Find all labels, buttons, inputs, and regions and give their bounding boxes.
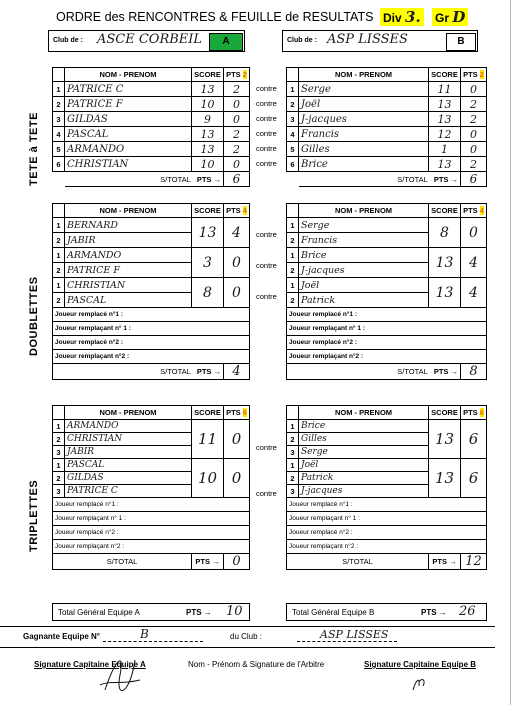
div-label: Div	[383, 11, 402, 25]
page-edge	[510, 0, 511, 705]
pts-value: 4	[224, 218, 250, 248]
row-number: 1	[53, 248, 65, 263]
row-number: 1	[287, 459, 299, 472]
score-value: 13	[429, 97, 461, 112]
player-name: Joël	[299, 97, 429, 112]
table-row	[53, 248, 250, 263]
contre-label: contre	[256, 230, 277, 239]
pts-arrow: PTS →	[196, 367, 221, 376]
contre-label: contre	[256, 84, 277, 93]
col-score: SCORE	[192, 204, 224, 218]
pts-value: 4	[461, 248, 487, 278]
replacement-label: Joueur remplaçant n° 1 :	[53, 322, 250, 336]
row-number: 1	[287, 248, 299, 263]
score-value: 13	[429, 112, 461, 127]
replacement-row	[53, 498, 250, 512]
subtotal-label: S/TOTAL	[287, 554, 429, 570]
club-b-label: Club de :	[287, 37, 317, 44]
subtotal-label: S/TOTAL	[397, 174, 428, 184]
player-name: PATRICE C	[65, 82, 192, 97]
subtotal-cell	[287, 364, 461, 380]
club-a-box	[48, 30, 245, 52]
tat-table-a	[52, 67, 250, 187]
player-name: CHRISTIAN	[65, 278, 192, 293]
row-number: 2	[53, 293, 65, 308]
player-name: J-jacques	[299, 485, 429, 498]
replacement-row	[287, 526, 487, 540]
score-value: 13	[429, 278, 461, 308]
row-number: 3	[287, 112, 299, 127]
contre-label: contre	[256, 443, 277, 452]
replacement-label: Joueur remplaçant n° 1 :	[53, 512, 250, 526]
team-b-badge: B	[446, 33, 476, 51]
row-number: 2	[287, 293, 299, 308]
score-value: 8	[429, 218, 461, 248]
replacement-label: Joueur remplaçant n°2 :	[287, 350, 487, 364]
player-name: GILDAS	[65, 112, 192, 127]
pts-value: 6	[461, 420, 487, 459]
player-name: PATRICE F	[65, 263, 192, 278]
subtotal-cell	[65, 172, 224, 187]
club-b-box	[282, 30, 478, 52]
subtotal-row	[287, 364, 487, 380]
table-row	[287, 459, 487, 472]
subtotal-row	[53, 364, 250, 380]
pts-value: 0	[224, 459, 250, 498]
player-name: CHRISTIAN	[65, 433, 192, 446]
total-b-box	[286, 603, 487, 621]
total-a-box	[52, 603, 250, 621]
subtotal-label: S/TOTAL	[53, 554, 192, 570]
row-number: 5	[53, 142, 65, 157]
handwritten-signature-b	[410, 672, 430, 694]
subtotal-value: 6	[461, 172, 487, 187]
page-title: ORDRE des RENCONTRES & FEUILLE de RESULTATS	[56, 10, 374, 24]
row-number: 3	[287, 485, 299, 498]
player-name: PASCAL	[65, 127, 192, 142]
row-number: 2	[287, 433, 299, 446]
club-a-name: ASCE CORBEIL	[97, 32, 203, 47]
replacement-label: Joueur remplaçant n°2 :	[53, 350, 250, 364]
col-score: SCORE	[429, 68, 461, 82]
player-name: Gilles	[299, 142, 429, 157]
score-value: 8	[192, 278, 224, 308]
player-name: ARMANDO	[65, 142, 192, 157]
subtotal-label: S/TOTAL	[397, 367, 428, 376]
subtotal-row	[287, 554, 487, 570]
row-number: 2	[53, 263, 65, 278]
pts-value: 0	[224, 278, 250, 308]
pts-value: 0	[224, 248, 250, 278]
score-value: 10	[192, 157, 224, 172]
player-name: Serge	[299, 446, 429, 459]
player-name: ARMANDO	[65, 248, 192, 263]
table-row	[287, 157, 487, 172]
replacement-label: Joueur remplacé n°1 :	[53, 308, 250, 322]
tat-table-b	[286, 67, 487, 187]
winner-club-value: ASP LISSES	[320, 628, 389, 641]
replacement-row	[53, 540, 250, 554]
subtotal-cell	[299, 172, 461, 187]
row-number: 6	[287, 157, 299, 172]
replacement-row	[53, 512, 250, 526]
replacement-row	[287, 498, 487, 512]
replacement-label: Joueur remplaçant n° 1 :	[287, 512, 487, 526]
total-b-pts-label: PTS →	[421, 608, 447, 617]
player-name: Gilles	[299, 433, 429, 446]
row-number: 2	[287, 263, 299, 278]
subtotal-value: 12	[461, 554, 487, 570]
subtotal-label: S/TOTAL	[160, 174, 191, 184]
row-number: 6	[53, 157, 65, 172]
table-row	[287, 218, 487, 233]
replacement-row	[287, 308, 487, 322]
row-number: 2	[53, 97, 65, 112]
player-name: Joël	[299, 278, 429, 293]
player-name: PATRICE C	[65, 485, 192, 498]
row-number: 4	[287, 127, 299, 142]
club-b-name: ASP LISSES	[327, 32, 408, 47]
table-row	[53, 97, 250, 112]
table-row	[287, 248, 487, 263]
score-value: 13	[429, 248, 461, 278]
player-name: Serge	[299, 82, 429, 97]
col-name: NOM - PRENOM	[299, 406, 429, 420]
pts-arrow: PTS →	[192, 554, 224, 570]
col-name: NOM - PRENOM	[65, 68, 192, 82]
row-number: 4	[53, 127, 65, 142]
player-name: JABIR	[65, 446, 192, 459]
player-name: PATRICE F	[65, 97, 192, 112]
row-number: 2	[53, 233, 65, 248]
subtotal-spacer	[53, 172, 65, 187]
score-value: 10	[192, 459, 224, 498]
tri-table-b	[286, 405, 487, 570]
pts-value: 0	[224, 97, 250, 112]
row-number: 1	[287, 218, 299, 233]
contre-label: contre	[256, 261, 277, 270]
pts-arrow: PTS →	[433, 174, 458, 184]
table-row	[53, 157, 250, 172]
table-row	[287, 82, 487, 97]
div-value: 3.	[405, 8, 421, 26]
row-number: 1	[53, 459, 65, 472]
col-pts: PTS 2	[224, 68, 250, 82]
total-b-label: Total Général Equipe B	[292, 608, 375, 617]
dbl-table-a	[52, 203, 250, 380]
replacement-label: Joueur remplacé n°2 :	[287, 526, 487, 540]
replacement-row	[287, 322, 487, 336]
table-row	[53, 82, 250, 97]
pts-value: 0	[461, 82, 487, 97]
contre-label: contre	[256, 292, 277, 301]
handwritten-signature-a	[95, 640, 145, 700]
subtotal-value: 6	[224, 172, 250, 187]
score-value: 12	[429, 127, 461, 142]
signature-captain-b: Signature Capitaine Equipe B	[364, 660, 477, 669]
replacement-label: Joueur remplacé n°1 :	[287, 498, 487, 512]
player-name: Francis	[299, 233, 429, 248]
player-name: JABIR	[65, 233, 192, 248]
row-number: 2	[287, 97, 299, 112]
section-label-dbl: DOUBLETTES	[28, 276, 40, 356]
table-row	[287, 278, 487, 293]
signature-captain-a: Signature Capitaine Equipe A	[34, 660, 146, 669]
col-pts: PTS 2	[461, 68, 487, 82]
total-a-label: Total Général Equipe A	[58, 608, 140, 617]
replacement-row	[287, 336, 487, 350]
row-number: 2	[53, 433, 65, 446]
winner-label: Gagnante Equipe N°	[23, 632, 100, 641]
col-pts: PTS 4	[224, 204, 250, 218]
row-number: 3	[53, 112, 65, 127]
subtotal-row	[287, 172, 487, 187]
player-name: CHRISTIAN	[65, 157, 192, 172]
gr-label: Gr	[435, 11, 450, 25]
score-value: 13	[429, 420, 461, 459]
subtotal-value: 8	[461, 364, 487, 380]
table-row	[53, 142, 250, 157]
score-value: 10	[192, 97, 224, 112]
section-label-tri: TRIPLETTES	[28, 479, 40, 552]
score-value: 3	[192, 248, 224, 278]
row-number: 2	[287, 233, 299, 248]
table-row	[53, 278, 250, 293]
pts-value: 6	[461, 459, 487, 498]
row-number: 1	[53, 278, 65, 293]
player-name: GILDAS	[65, 472, 192, 485]
row-number: 2	[53, 472, 65, 485]
player-name: Joël	[299, 459, 429, 472]
score-value: 13	[429, 459, 461, 498]
pts-value: 4	[461, 278, 487, 308]
score-value: 11	[429, 82, 461, 97]
total-a-value: 10	[226, 604, 243, 619]
replacement-label: Joueur remplacé n°2 :	[53, 526, 250, 540]
table-row	[53, 459, 250, 472]
table-row	[287, 97, 487, 112]
row-number: 3	[53, 485, 65, 498]
table-row	[53, 112, 250, 127]
score-value: 13	[192, 127, 224, 142]
player-name: J-jacques	[299, 263, 429, 278]
score-value: 13	[429, 157, 461, 172]
score-value: 9	[192, 112, 224, 127]
table-row	[287, 142, 487, 157]
score-value: 13	[192, 82, 224, 97]
col-score: SCORE	[192, 406, 224, 420]
col-score: SCORE	[429, 204, 461, 218]
contre-label: contre	[256, 489, 277, 498]
replacement-label: Joueur remplaçant n°2 :	[287, 540, 487, 554]
replacement-label: Joueur remplaçant n°2 :	[53, 540, 250, 554]
contre-label: contre	[256, 99, 277, 108]
winner-club-underline	[297, 641, 397, 642]
table-row	[287, 112, 487, 127]
subtotal-row	[53, 172, 250, 187]
row-number: 3	[287, 446, 299, 459]
club-a-label: Club de :	[53, 37, 83, 44]
group-badge	[432, 8, 468, 26]
contre-label: contre	[256, 144, 277, 153]
tri-table-a	[52, 405, 250, 570]
player-name: J-jacques	[299, 112, 429, 127]
replacement-label: Joueur remplacé n°2 :	[53, 336, 250, 350]
pts-arrow: PTS →	[429, 554, 461, 570]
row-number: 1	[53, 82, 65, 97]
replacement-row	[53, 526, 250, 540]
replacement-row	[287, 540, 487, 554]
winner-value: B	[140, 627, 149, 641]
dbl-table-b	[286, 203, 487, 380]
col-name: NOM - PRENOM	[299, 68, 429, 82]
replacement-label: Joueur remplacé n°2 :	[287, 336, 487, 350]
pts-value: 0	[461, 218, 487, 248]
section-label-tat: TETE à TETE	[28, 112, 40, 186]
pts-value: 0	[224, 157, 250, 172]
replacement-row	[53, 322, 250, 336]
row-number: 1	[53, 420, 65, 433]
pts-value: 2	[224, 142, 250, 157]
division-badge	[380, 8, 424, 26]
score-value: 13	[192, 142, 224, 157]
table-row	[53, 127, 250, 142]
replacement-label: Joueur remplacé n°1 :	[287, 308, 487, 322]
pts-value: 2	[461, 157, 487, 172]
pts-value: 0	[461, 142, 487, 157]
subtotal-cell	[53, 364, 224, 380]
team-a-badge: A	[209, 33, 243, 51]
col-pts: PTS 6	[224, 406, 250, 420]
replacement-row	[53, 308, 250, 322]
table-row	[53, 420, 250, 433]
player-name: Francis	[299, 127, 429, 142]
pts-value: 2	[224, 127, 250, 142]
player-name: PASCAL	[65, 293, 192, 308]
contre-label: contre	[256, 129, 277, 138]
table-row	[287, 420, 487, 433]
pts-value: 0	[224, 112, 250, 127]
subtotal-row	[53, 554, 250, 570]
replacement-row	[53, 336, 250, 350]
subtotal-value: 0	[224, 554, 250, 570]
col-pts: PTS 6	[461, 406, 487, 420]
total-a-pts-label: PTS →	[186, 608, 212, 617]
row-number: 1	[287, 278, 299, 293]
winner-club-label: du Club :	[230, 632, 263, 641]
col-name: NOM - PRENOM	[65, 204, 192, 218]
pts-value: 2	[461, 112, 487, 127]
contre-label: contre	[256, 114, 277, 123]
score-value: 1	[429, 142, 461, 157]
row-number: 3	[53, 446, 65, 459]
table-row	[53, 218, 250, 233]
signature-referee: Nom - Prénom & Signature de l'Arbitre	[188, 660, 325, 669]
col-pts: PTS 4	[461, 204, 487, 218]
col-name: NOM - PRENOM	[65, 406, 192, 420]
col-score: SCORE	[192, 68, 224, 82]
total-b-value: 26	[459, 604, 476, 619]
player-name: ARMANDO	[65, 420, 192, 433]
pts-arrow: PTS →	[196, 174, 221, 184]
contre-label: contre	[256, 159, 277, 168]
player-name: Patrick	[299, 293, 429, 308]
player-name: PASCAL	[65, 459, 192, 472]
replacement-row	[53, 350, 250, 364]
row-number: 2	[287, 472, 299, 485]
player-name: Brice	[299, 248, 429, 263]
row-number: 1	[53, 218, 65, 233]
replacement-label: Joueur remplaçant n° 1 :	[287, 322, 487, 336]
replacement-label: Joueur remplacé n°1 :	[53, 498, 250, 512]
pts-value: 0	[224, 420, 250, 459]
gr-value: D	[452, 8, 466, 26]
pts-value: 2	[224, 82, 250, 97]
pts-value: 0	[461, 127, 487, 142]
subtotal-value: 4	[224, 364, 250, 380]
player-name: Brice	[299, 157, 429, 172]
winner-row	[0, 626, 495, 648]
row-number: 5	[287, 142, 299, 157]
col-score: SCORE	[429, 406, 461, 420]
score-value: 13	[192, 218, 224, 248]
row-number: 1	[287, 82, 299, 97]
pts-arrow: PTS →	[433, 367, 458, 376]
score-value: 11	[192, 420, 224, 459]
replacement-row	[287, 350, 487, 364]
table-row	[287, 127, 487, 142]
subtotal-label: S/TOTAL	[160, 367, 191, 376]
pts-value: 2	[461, 97, 487, 112]
col-name: NOM - PRENOM	[299, 204, 429, 218]
player-name: Serge	[299, 218, 429, 233]
row-number: 1	[287, 420, 299, 433]
replacement-row	[287, 512, 487, 526]
player-name: BERNARD	[65, 218, 192, 233]
subtotal-spacer	[287, 172, 299, 187]
player-name: Patrick	[299, 472, 429, 485]
player-name: Brice	[299, 420, 429, 433]
